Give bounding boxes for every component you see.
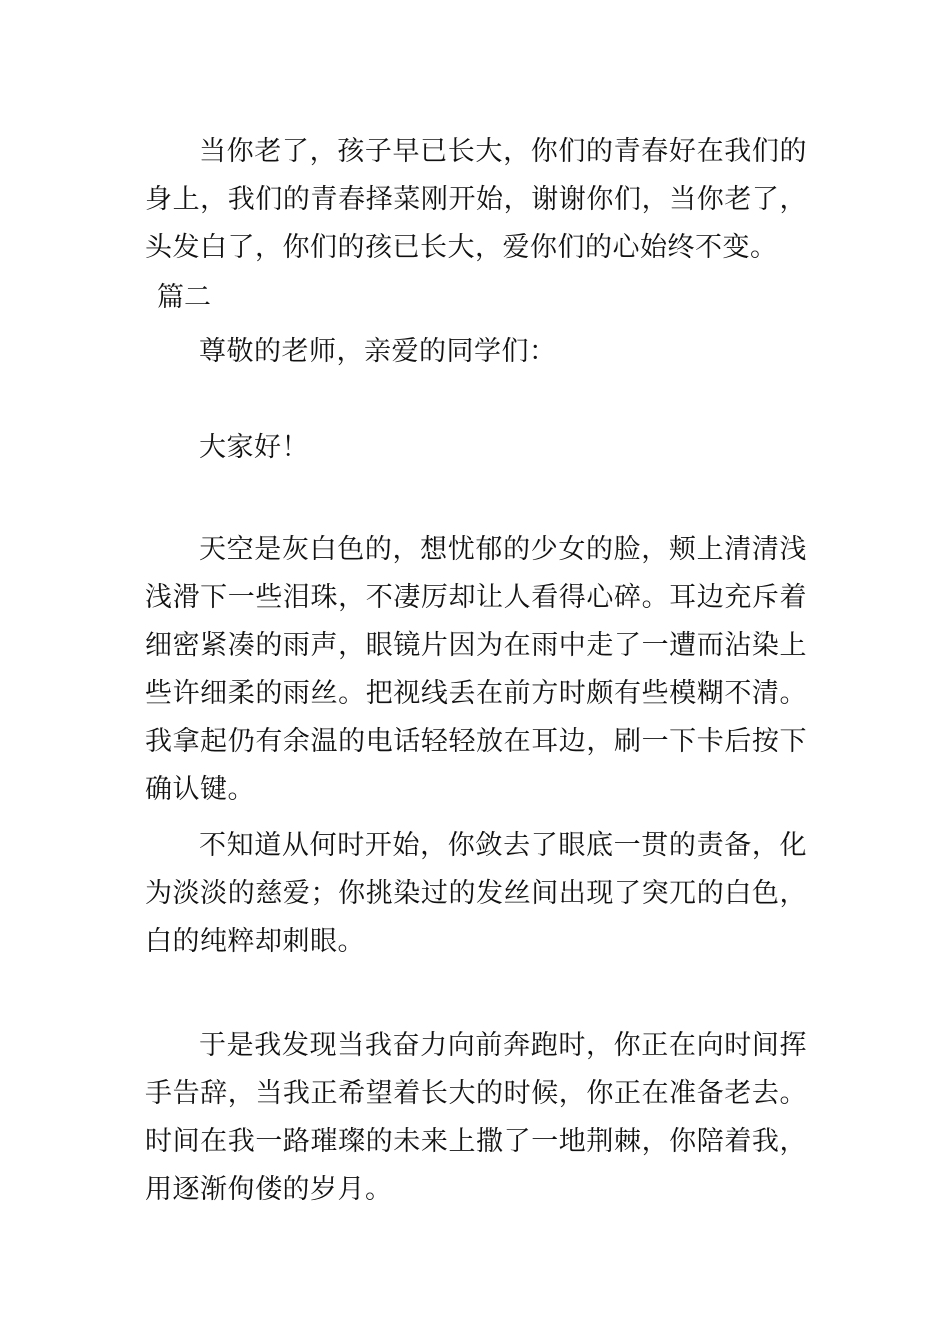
section-title: 篇二 bbox=[157, 282, 211, 313]
salutation: 尊敬的老师，亲爱的同学们： bbox=[199, 336, 557, 367]
greeting: 大家好！ bbox=[199, 432, 309, 463]
paragraph-3: 不知道从何时开始，你敛去了眼底一贯的责备，化为淡淡的慈爱；你挑染过的发丝间出现了突兀的白色，白的纯粹却刺眼。 bbox=[145, 830, 807, 957]
paragraph-2: 天空是灰白色的，想忧郁的少女的脸，颊上清清浅浅滑下一些泪珠，不凄厉却让人看得心碎。耳边充斥着细密紧凑的雨声，眼镜片因为在雨中走了一遭而沾染上些许细柔的雨丝。把视线丢在前方时颇有些模糊不清。我拿起仍有余温的电话轻轻放在耳边，刷一下卡后按下确认键。 bbox=[145, 534, 807, 805]
paragraph-1: 当你老了，孩子早已长大，你们的青春好在我们的身上，我们的青春择菜刚开始，谢谢你们，当你老了，头发白了，你们的孩已长大，爱你们的心始终不变。 bbox=[145, 136, 807, 263]
paragraph-4: 于是我发现当我奋力向前奔跑时，你正在向时间挥手告辞，当我正希望着长大的时候，你正在准备老去。时间在我一路璀璨的未来上撒了一地荆棘，你陪着我，用逐渐佝偻的岁月。 bbox=[145, 1030, 807, 1205]
